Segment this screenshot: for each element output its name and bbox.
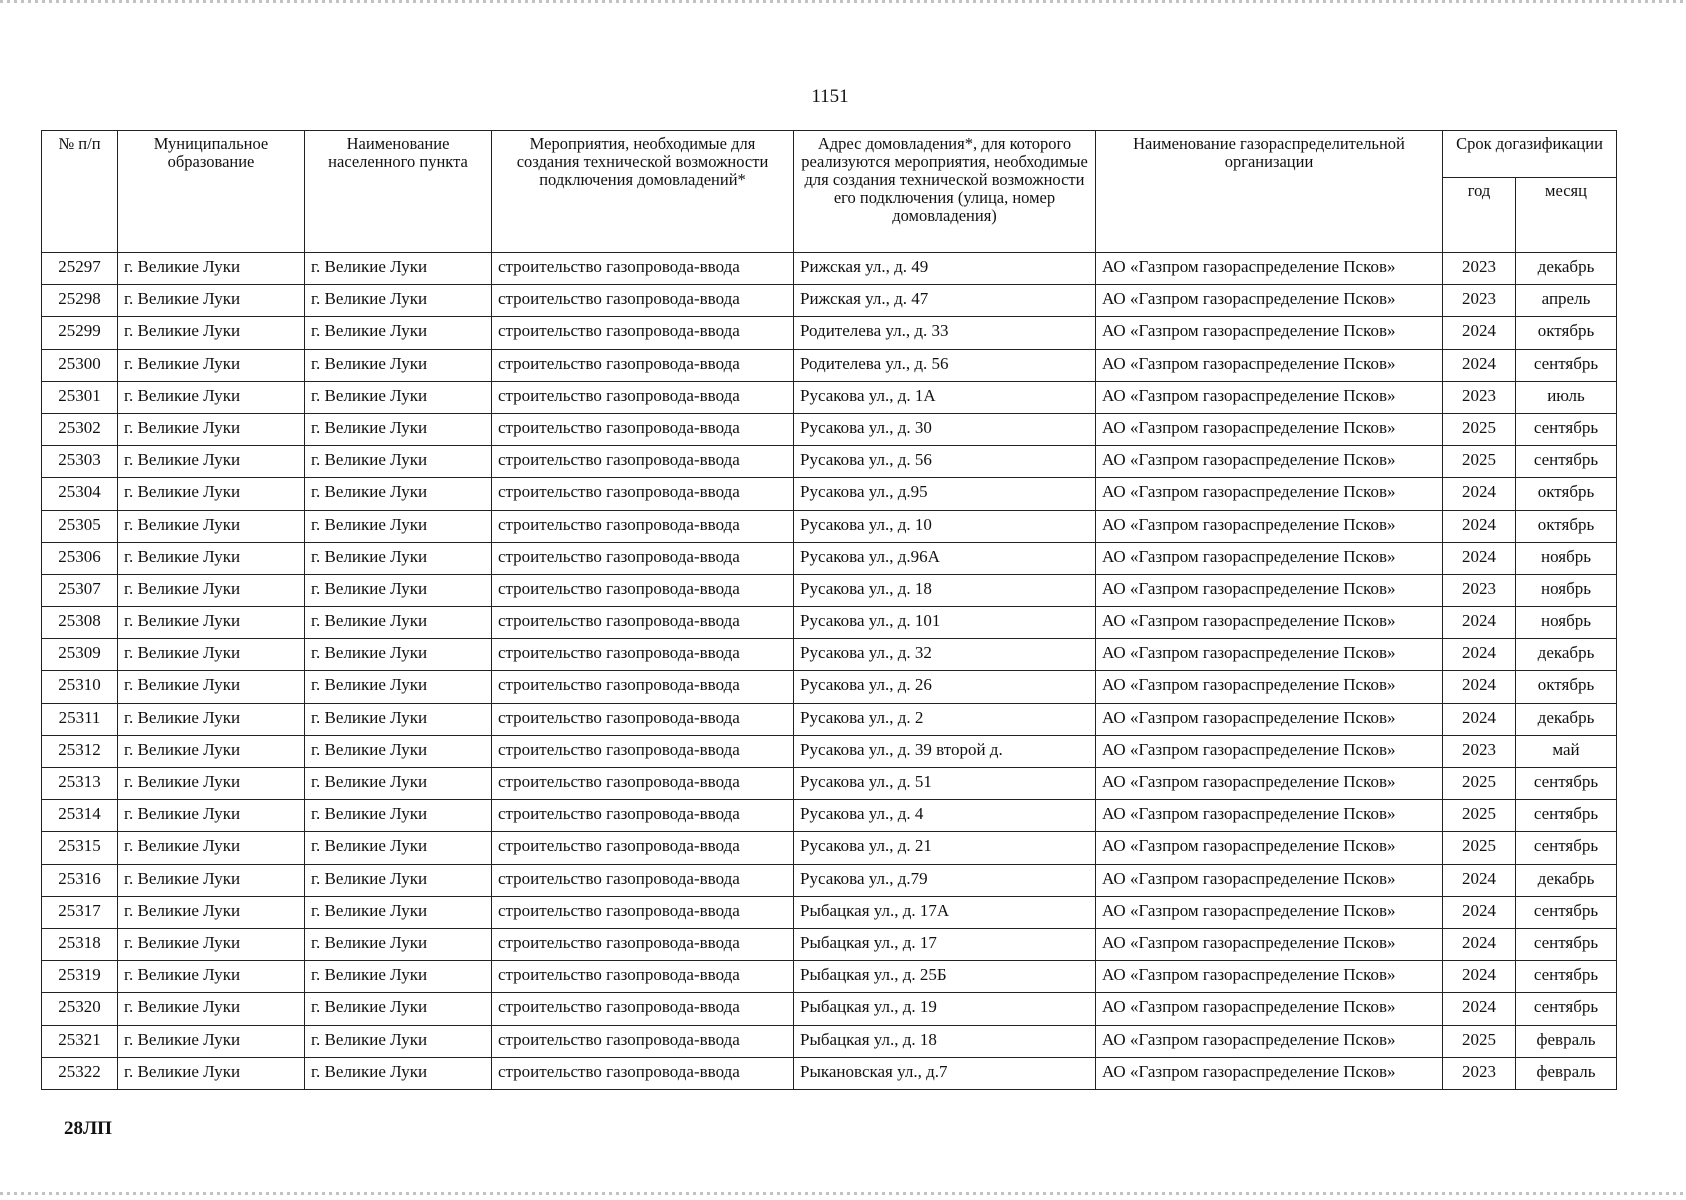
cell-year: 2024	[1443, 896, 1516, 928]
cell-measure: строительство газопровода-ввода	[492, 1057, 794, 1089]
cell-month: сентябрь	[1516, 800, 1617, 832]
cell-municipality: г. Великие Луки	[118, 639, 305, 671]
cell-num: 25318	[42, 928, 118, 960]
scan-edge-top	[0, 0, 1686, 3]
cell-municipality: г. Великие Луки	[118, 349, 305, 381]
cell-org: АО «Газпром газораспределение Псков»	[1096, 317, 1443, 349]
cell-year: 2025	[1443, 446, 1516, 478]
cell-address: Русакова ул., д.96А	[794, 542, 1096, 574]
cell-org: АО «Газпром газораспределение Псков»	[1096, 961, 1443, 993]
cell-municipality: г. Великие Луки	[118, 542, 305, 574]
cell-num: 25300	[42, 349, 118, 381]
cell-num: 25306	[42, 542, 118, 574]
cell-settlement: г. Великие Луки	[305, 542, 492, 574]
cell-settlement: г. Великие Луки	[305, 864, 492, 896]
cell-municipality: г. Великие Луки	[118, 864, 305, 896]
cell-address: Русакова ул., д. 2	[794, 703, 1096, 735]
cell-year: 2024	[1443, 928, 1516, 960]
cell-year: 2023	[1443, 735, 1516, 767]
table-row	[42, 607, 1617, 639]
cell-measure: строительство газопровода-ввода	[492, 446, 794, 478]
cell-address: Русакова ул., д. 4	[794, 800, 1096, 832]
cell-settlement: г. Великие Луки	[305, 639, 492, 671]
cell-settlement: г. Великие Луки	[305, 253, 492, 285]
cell-org: АО «Газпром газораспределение Псков»	[1096, 510, 1443, 542]
table-row	[42, 542, 1617, 574]
cell-org: АО «Газпром газораспределение Псков»	[1096, 768, 1443, 800]
cell-month: сентябрь	[1516, 768, 1617, 800]
cell-org: АО «Газпром газораспределение Псков»	[1096, 832, 1443, 864]
table-row	[42, 671, 1617, 703]
cell-address: Рыбацкая ул., д. 25Б	[794, 961, 1096, 993]
cell-org: АО «Газпром газораспределение Псков»	[1096, 896, 1443, 928]
cell-year: 2023	[1443, 381, 1516, 413]
cell-address: Русакова ул., д. 1А	[794, 381, 1096, 413]
cell-year: 2024	[1443, 703, 1516, 735]
cell-org: АО «Газпром газораспределение Псков»	[1096, 446, 1443, 478]
cell-org: АО «Газпром газораспределение Псков»	[1096, 993, 1443, 1025]
cell-num: 25319	[42, 961, 118, 993]
cell-settlement: г. Великие Луки	[305, 1025, 492, 1057]
cell-org: АО «Газпром газораспределение Псков»	[1096, 253, 1443, 285]
cell-settlement: г. Великие Луки	[305, 446, 492, 478]
cell-month: декабрь	[1516, 703, 1617, 735]
cell-measure: строительство газопровода-ввода	[492, 896, 794, 928]
cell-org: АО «Газпром газораспределение Псков»	[1096, 607, 1443, 639]
cell-year: 2025	[1443, 832, 1516, 864]
table-row	[42, 993, 1617, 1025]
cell-org: АО «Газпром газораспределение Псков»	[1096, 671, 1443, 703]
table-row	[42, 253, 1617, 285]
cell-org: АО «Газпром газораспределение Псков»	[1096, 703, 1443, 735]
cell-measure: строительство газопровода-ввода	[492, 510, 794, 542]
header-org: Наименование газораспределительной организации	[1096, 131, 1443, 253]
cell-municipality: г. Великие Луки	[118, 253, 305, 285]
scan-edge-bottom	[0, 1192, 1686, 1195]
cell-year: 2024	[1443, 864, 1516, 896]
cell-year: 2024	[1443, 542, 1516, 574]
cell-org: АО «Газпром газораспределение Псков»	[1096, 1057, 1443, 1089]
cell-measure: строительство газопровода-ввода	[492, 800, 794, 832]
header-year: год	[1443, 178, 1516, 253]
cell-measure: строительство газопровода-ввода	[492, 961, 794, 993]
cell-settlement: г. Великие Луки	[305, 285, 492, 317]
cell-num: 25314	[42, 800, 118, 832]
cell-num: 25297	[42, 253, 118, 285]
header-measures: Мероприятия, необходимые для создания технической возможности подключения домовладений*	[492, 131, 794, 253]
cell-num: 25317	[42, 896, 118, 928]
cell-address: Русакова ул., д. 10	[794, 510, 1096, 542]
table-row	[42, 800, 1617, 832]
cell-settlement: г. Великие Луки	[305, 735, 492, 767]
cell-month: май	[1516, 735, 1617, 767]
cell-month: февраль	[1516, 1057, 1617, 1089]
cell-num: 25322	[42, 1057, 118, 1089]
table-row	[42, 639, 1617, 671]
cell-month: ноябрь	[1516, 542, 1617, 574]
table-row	[42, 478, 1617, 510]
cell-measure: строительство газопровода-ввода	[492, 381, 794, 413]
cell-settlement: г. Великие Луки	[305, 768, 492, 800]
cell-measure: строительство газопровода-ввода	[492, 864, 794, 896]
cell-org: АО «Газпром газораспределение Псков»	[1096, 928, 1443, 960]
table-body	[42, 253, 1617, 1090]
cell-month: декабрь	[1516, 639, 1617, 671]
cell-settlement: г. Великие Луки	[305, 800, 492, 832]
cell-year: 2024	[1443, 961, 1516, 993]
cell-month: сентябрь	[1516, 993, 1617, 1025]
cell-settlement: г. Великие Луки	[305, 832, 492, 864]
cell-address: Русакова ул., д. 21	[794, 832, 1096, 864]
cell-settlement: г. Великие Луки	[305, 478, 492, 510]
header-num: № п/п	[42, 131, 118, 253]
cell-num: 25310	[42, 671, 118, 703]
cell-num: 25315	[42, 832, 118, 864]
cell-municipality: г. Великие Луки	[118, 607, 305, 639]
cell-measure: строительство газопровода-ввода	[492, 1025, 794, 1057]
header-month: месяц	[1516, 178, 1617, 253]
table-row	[42, 703, 1617, 735]
header-address: Адрес домовладения*, для которого реализуются мероприятия, необходимые для создания технической возможности его подключения (улица, номер домовладения)	[794, 131, 1096, 253]
cell-month: ноябрь	[1516, 607, 1617, 639]
table-row	[42, 413, 1617, 445]
cell-num: 25303	[42, 446, 118, 478]
cell-month: сентябрь	[1516, 413, 1617, 445]
table-row	[42, 928, 1617, 960]
cell-settlement: г. Великие Луки	[305, 607, 492, 639]
cell-municipality: г. Великие Луки	[118, 381, 305, 413]
cell-measure: строительство газопровода-ввода	[492, 317, 794, 349]
table-row	[42, 735, 1617, 767]
cell-num: 25311	[42, 703, 118, 735]
cell-org: АО «Газпром газораспределение Псков»	[1096, 574, 1443, 606]
cell-measure: строительство газопровода-ввода	[492, 285, 794, 317]
cell-municipality: г. Великие Луки	[118, 832, 305, 864]
cell-month: октябрь	[1516, 671, 1617, 703]
cell-municipality: г. Великие Луки	[118, 896, 305, 928]
cell-org: АО «Газпром газораспределение Псков»	[1096, 285, 1443, 317]
cell-municipality: г. Великие Луки	[118, 1025, 305, 1057]
cell-address: Рижская ул., д. 49	[794, 253, 1096, 285]
cell-settlement: г. Великие Луки	[305, 317, 492, 349]
cell-num: 25301	[42, 381, 118, 413]
cell-org: АО «Газпром газораспределение Псков»	[1096, 381, 1443, 413]
cell-num: 25304	[42, 478, 118, 510]
cell-measure: строительство газопровода-ввода	[492, 574, 794, 606]
cell-settlement: г. Великие Луки	[305, 993, 492, 1025]
cell-municipality: г. Великие Луки	[118, 413, 305, 445]
cell-year: 2023	[1443, 285, 1516, 317]
cell-municipality: г. Великие Луки	[118, 446, 305, 478]
cell-settlement: г. Великие Луки	[305, 928, 492, 960]
cell-measure: строительство газопровода-ввода	[492, 735, 794, 767]
cell-org: АО «Газпром газораспределение Псков»	[1096, 349, 1443, 381]
cell-municipality: г. Великие Луки	[118, 735, 305, 767]
cell-month: сентябрь	[1516, 928, 1617, 960]
cell-year: 2024	[1443, 510, 1516, 542]
table-row	[42, 832, 1617, 864]
cell-settlement: г. Великие Луки	[305, 961, 492, 993]
cell-year: 2023	[1443, 253, 1516, 285]
header-municipality: Муниципальное образование	[118, 131, 305, 253]
cell-org: АО «Газпром газораспределение Псков»	[1096, 864, 1443, 896]
footer-code: 28ЛП	[64, 1118, 112, 1139]
cell-num: 25299	[42, 317, 118, 349]
cell-address: Рижская ул., д. 47	[794, 285, 1096, 317]
cell-year: 2025	[1443, 768, 1516, 800]
cell-measure: строительство газопровода-ввода	[492, 607, 794, 639]
cell-measure: строительство газопровода-ввода	[492, 253, 794, 285]
cell-num: 25302	[42, 413, 118, 445]
cell-address: Рыбацкая ул., д. 17А	[794, 896, 1096, 928]
gasification-table	[41, 130, 1617, 1090]
cell-num: 25312	[42, 735, 118, 767]
cell-num: 25313	[42, 768, 118, 800]
cell-address: Рыбацкая ул., д. 19	[794, 993, 1096, 1025]
table-row	[42, 446, 1617, 478]
cell-settlement: г. Великие Луки	[305, 510, 492, 542]
cell-settlement: г. Великие Луки	[305, 703, 492, 735]
cell-num: 25298	[42, 285, 118, 317]
cell-year: 2024	[1443, 993, 1516, 1025]
cell-measure: строительство газопровода-ввода	[492, 703, 794, 735]
header-deadline: Срок догазификации	[1443, 131, 1617, 178]
cell-address: Рыбацкая ул., д. 18	[794, 1025, 1096, 1057]
cell-org: АО «Газпром газораспределение Псков»	[1096, 735, 1443, 767]
cell-address: Русакова ул., д. 51	[794, 768, 1096, 800]
cell-municipality: г. Великие Луки	[118, 768, 305, 800]
cell-num: 25309	[42, 639, 118, 671]
cell-settlement: г. Великие Луки	[305, 349, 492, 381]
cell-org: АО «Газпром газораспределение Псков»	[1096, 478, 1443, 510]
cell-measure: строительство газопровода-ввода	[492, 768, 794, 800]
cell-year: 2023	[1443, 574, 1516, 606]
cell-measure: строительство газопровода-ввода	[492, 349, 794, 381]
cell-address: Русакова ул., д. 56	[794, 446, 1096, 478]
table-row	[42, 381, 1617, 413]
cell-address: Рыбацкая ул., д. 17	[794, 928, 1096, 960]
header-settlement: Наименование населенного пункта	[305, 131, 492, 253]
cell-measure: строительство газопровода-ввода	[492, 928, 794, 960]
cell-address: Русакова ул., д. 32	[794, 639, 1096, 671]
cell-address: Русакова ул., д. 18	[794, 574, 1096, 606]
cell-org: АО «Газпром газораспределение Псков»	[1096, 639, 1443, 671]
cell-municipality: г. Великие Луки	[118, 1057, 305, 1089]
cell-settlement: г. Великие Луки	[305, 1057, 492, 1089]
cell-address: Родителева ул., д. 33	[794, 317, 1096, 349]
cell-year: 2024	[1443, 607, 1516, 639]
table-row	[42, 317, 1617, 349]
cell-measure: строительство газопровода-ввода	[492, 639, 794, 671]
cell-municipality: г. Великие Луки	[118, 671, 305, 703]
table-row	[42, 768, 1617, 800]
table-row	[42, 349, 1617, 381]
cell-org: АО «Газпром газораспределение Псков»	[1096, 542, 1443, 574]
cell-month: сентябрь	[1516, 896, 1617, 928]
cell-year: 2024	[1443, 317, 1516, 349]
cell-month: декабрь	[1516, 864, 1617, 896]
cell-year: 2024	[1443, 349, 1516, 381]
cell-settlement: г. Великие Луки	[305, 671, 492, 703]
cell-municipality: г. Великие Луки	[118, 510, 305, 542]
cell-measure: строительство газопровода-ввода	[492, 413, 794, 445]
cell-municipality: г. Великие Луки	[118, 574, 305, 606]
cell-month: июль	[1516, 381, 1617, 413]
cell-measure: строительство газопровода-ввода	[492, 832, 794, 864]
cell-address: Русакова ул., д. 30	[794, 413, 1096, 445]
cell-year: 2023	[1443, 1057, 1516, 1089]
table-row	[42, 961, 1617, 993]
cell-org: АО «Газпром газораспределение Псков»	[1096, 800, 1443, 832]
cell-address: Русакова ул., д. 26	[794, 671, 1096, 703]
cell-address: Рыкановская ул., д.7	[794, 1057, 1096, 1089]
cell-month: октябрь	[1516, 317, 1617, 349]
cell-year: 2024	[1443, 478, 1516, 510]
cell-settlement: г. Великие Луки	[305, 381, 492, 413]
cell-org: АО «Газпром газораспределение Псков»	[1096, 413, 1443, 445]
cell-address: Родителева ул., д. 56	[794, 349, 1096, 381]
cell-num: 25316	[42, 864, 118, 896]
cell-measure: строительство газопровода-ввода	[492, 993, 794, 1025]
cell-measure: строительство газопровода-ввода	[492, 478, 794, 510]
cell-municipality: г. Великие Луки	[118, 993, 305, 1025]
cell-year: 2024	[1443, 639, 1516, 671]
cell-address: Русакова ул., д. 101	[794, 607, 1096, 639]
page-number: 1151	[811, 86, 849, 107]
cell-municipality: г. Великие Луки	[118, 317, 305, 349]
cell-month: сентябрь	[1516, 349, 1617, 381]
table-row	[42, 574, 1617, 606]
table-row	[42, 285, 1617, 317]
table-row	[42, 864, 1617, 896]
cell-num: 25305	[42, 510, 118, 542]
cell-year: 2025	[1443, 800, 1516, 832]
cell-year: 2024	[1443, 671, 1516, 703]
table-row	[42, 896, 1617, 928]
cell-month: апрель	[1516, 285, 1617, 317]
table-row	[42, 1025, 1617, 1057]
cell-year: 2025	[1443, 413, 1516, 445]
cell-address: Русакова ул., д.79	[794, 864, 1096, 896]
cell-month: сентябрь	[1516, 961, 1617, 993]
cell-month: декабрь	[1516, 253, 1617, 285]
cell-month: сентябрь	[1516, 832, 1617, 864]
cell-year: 2025	[1443, 1025, 1516, 1057]
cell-num: 25321	[42, 1025, 118, 1057]
cell-settlement: г. Великие Луки	[305, 896, 492, 928]
cell-municipality: г. Великие Луки	[118, 285, 305, 317]
cell-municipality: г. Великие Луки	[118, 800, 305, 832]
table-row	[42, 1057, 1617, 1089]
cell-month: февраль	[1516, 1025, 1617, 1057]
cell-settlement: г. Великие Луки	[305, 413, 492, 445]
cell-address: Русакова ул., д.95	[794, 478, 1096, 510]
table-row	[42, 510, 1617, 542]
cell-address: Русакова ул., д. 39 второй д.	[794, 735, 1096, 767]
cell-org: АО «Газпром газораспределение Псков»	[1096, 1025, 1443, 1057]
cell-settlement: г. Великие Луки	[305, 574, 492, 606]
cell-num: 25307	[42, 574, 118, 606]
cell-month: ноябрь	[1516, 574, 1617, 606]
cell-municipality: г. Великие Луки	[118, 478, 305, 510]
cell-municipality: г. Великие Луки	[118, 928, 305, 960]
cell-num: 25308	[42, 607, 118, 639]
cell-month: сентябрь	[1516, 446, 1617, 478]
cell-municipality: г. Великие Луки	[118, 703, 305, 735]
cell-num: 25320	[42, 993, 118, 1025]
cell-measure: строительство газопровода-ввода	[492, 542, 794, 574]
cell-municipality: г. Великие Луки	[118, 961, 305, 993]
cell-month: октябрь	[1516, 478, 1617, 510]
cell-measure: строительство газопровода-ввода	[492, 671, 794, 703]
cell-month: октябрь	[1516, 510, 1617, 542]
